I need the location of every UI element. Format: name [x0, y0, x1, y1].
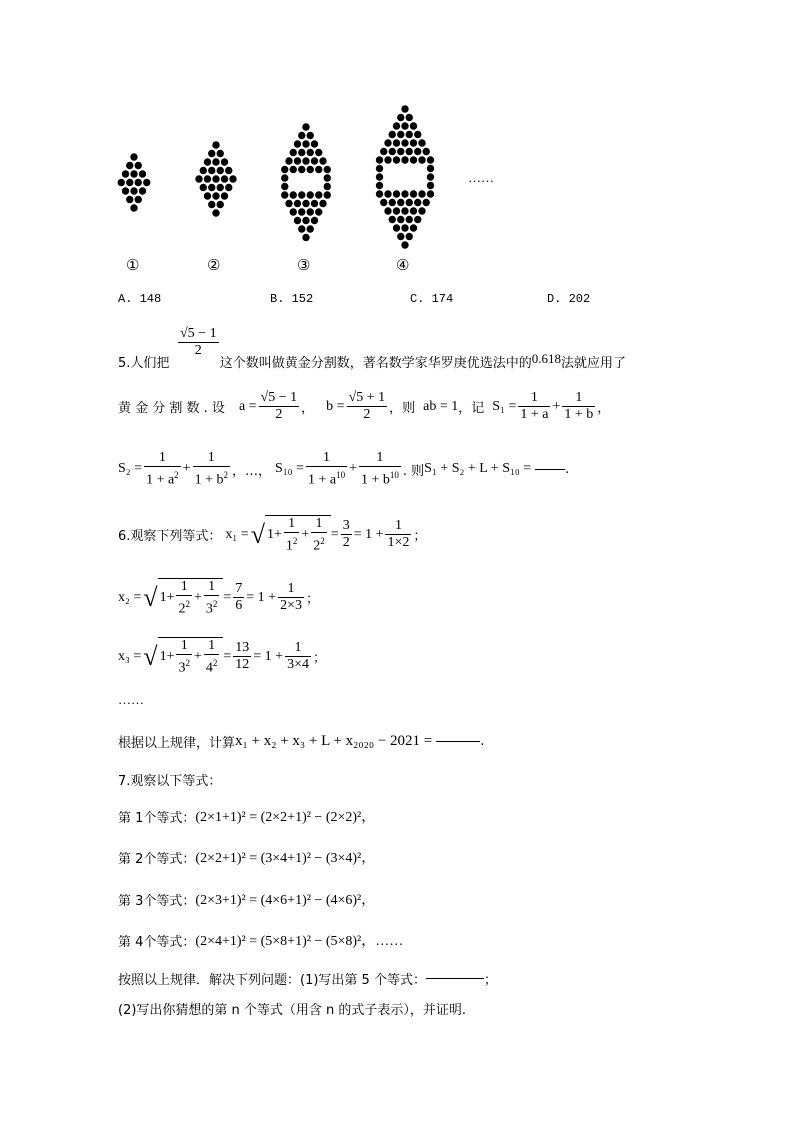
- q7-intro: 7.观察以下等式：: [118, 774, 222, 789]
- q5-line3: S₂ = $\frac{1}{1 + a^2}$ + $\frac{1}{1 + b^2}$ ，…， S₁₀ = $\frac{1}{1 + a^{10}}$ + $\frac{1}{1 + b^{10}}$ . 则 S₁ + S₂ + L + S₁₀ = .: [118, 450, 570, 488]
- dot-fig3: [298, 208, 305, 215]
- dot-fig3: [311, 217, 318, 224]
- dot-fig4: [397, 233, 404, 240]
- dot-fig1: [130, 204, 137, 211]
- dot-fig3: [281, 174, 288, 181]
- dot-fig4: [401, 139, 408, 146]
- dot-fig2: [212, 175, 219, 182]
- dot-fig4: [393, 156, 400, 163]
- dot-fig2: [212, 158, 219, 165]
- dot-fig4: [418, 190, 425, 197]
- dot-fig4: [406, 233, 413, 240]
- dot-fig3: [281, 191, 288, 198]
- dot-fig3: [315, 149, 322, 156]
- dot-fig2: [208, 167, 215, 174]
- dot-fig3: [298, 191, 305, 198]
- dot-fig3: [307, 149, 314, 156]
- dot-fig4: [418, 139, 425, 146]
- dot-fig4: [406, 114, 413, 121]
- q6-question: 根据以上规律，计算 x₁ + x₂ + x₃ + L + x₂₀₂₀ − 2021 = .: [118, 733, 485, 751]
- dot-fig3: [285, 157, 292, 164]
- dot-fig4: [414, 216, 421, 223]
- dot-fig3: [285, 200, 292, 207]
- dot-fig4: [397, 131, 404, 138]
- dot-fig4: [389, 131, 396, 138]
- q6-ellipsis: ……: [118, 692, 144, 707]
- dot-fig3: [319, 200, 326, 207]
- dot-fig4: [393, 224, 400, 231]
- dot-fig3: [294, 217, 301, 224]
- dot-fig4: [393, 190, 400, 197]
- dot-fig3: [311, 140, 318, 147]
- q7-eq1: 第 1个等式： (2×1+1)² = (2×2+1)² − (2×2)²，: [118, 810, 376, 826]
- dot-fig4: [410, 156, 417, 163]
- dot-fig3: [298, 166, 305, 173]
- dot-fig4: [406, 199, 413, 206]
- dot-fig4: [423, 148, 430, 155]
- dot-fig4: [389, 216, 396, 223]
- dot-fig4: [401, 207, 408, 214]
- dot-fig4: [380, 148, 387, 155]
- choice-b: B. 152: [270, 292, 314, 306]
- dot-fig3: [315, 166, 322, 173]
- dot-fig4: [397, 216, 404, 223]
- dot-fig4: [376, 190, 383, 197]
- q7-part2: (2)写出你猜想的第 n 个等式（用含 n 的式子表示），并证明.: [118, 1003, 467, 1018]
- dot-fig4: [414, 199, 421, 206]
- dot-fig4: [384, 139, 391, 146]
- dot-fig4: [389, 199, 396, 206]
- golden-fraction-header: $\frac{√5 - 1}{2}$: [180, 326, 217, 358]
- dot-fig4: [427, 165, 434, 172]
- dot-fig1: [126, 179, 133, 186]
- dot-fig4: [401, 241, 408, 248]
- dot-fig2: [200, 167, 207, 174]
- dot-fig3: [307, 132, 314, 139]
- dot-fig3: [302, 200, 309, 207]
- dot-fig3: [290, 166, 297, 173]
- dot-fig2: [217, 184, 224, 191]
- dot-fig2: [225, 167, 232, 174]
- dot-fig4: [376, 156, 383, 163]
- dot-fig4: [376, 173, 383, 180]
- q7-eq2: 第 2个等式： (2×2+1)² = (3×4+1)² − (3×4)²，: [118, 851, 376, 867]
- dot-fig3: [294, 200, 301, 207]
- dot-fig3: [294, 140, 301, 147]
- dot-fig4: [427, 190, 434, 197]
- dot-fig4: [401, 122, 408, 129]
- figure-label-3: ③: [297, 258, 311, 274]
- dot-fig1: [130, 187, 137, 194]
- dot-fig4: [410, 122, 417, 129]
- dot-fig2: [217, 167, 224, 174]
- dot-fig1: [118, 179, 125, 186]
- dot-fig4: [406, 148, 413, 155]
- dot-fig4: [380, 199, 387, 206]
- dot-fig3: [302, 217, 309, 224]
- dot-pattern-figure: [100, 95, 520, 255]
- choice-c: C. 174: [410, 292, 454, 306]
- dot-fig2: [217, 201, 224, 208]
- dot-fig4: [401, 156, 408, 163]
- dot-fig2: [204, 175, 211, 182]
- dot-fig4: [410, 139, 417, 146]
- dot-fig4: [393, 207, 400, 214]
- dot-fig3: [319, 157, 326, 164]
- dot-fig3: [307, 191, 314, 198]
- dot-fig2: [204, 158, 211, 165]
- dot-fig1: [135, 179, 142, 186]
- q7-task: 按照以上规律．解决下列问题：(1)写出第 5 个等式： ；: [118, 973, 497, 988]
- dot-fig3: [290, 191, 297, 198]
- dot-fig2: [200, 184, 207, 191]
- dot-fig3: [307, 208, 314, 215]
- dot-fig1: [122, 187, 129, 194]
- q6-line1: 6.观察下列等式： x₁ = √ 1+ $\frac{1}{1^2}$ + $\frac{1}{2^2}$ = $\frac{3}{2}$ = 1 + $\frac{1}{1\times 2}$ ；: [118, 516, 427, 554]
- figure-label-1: ①: [126, 258, 140, 274]
- dot-fig3: [281, 183, 288, 190]
- choice-d: D. 202: [547, 292, 591, 306]
- dot-fig1: [130, 153, 137, 160]
- dot-fig4: [418, 156, 425, 163]
- dot-fig4: [410, 224, 417, 231]
- dot-fig2: [212, 141, 219, 148]
- dot-fig4: [414, 131, 421, 138]
- dot-fig3: [298, 149, 305, 156]
- dot-fig3: [307, 225, 314, 232]
- figure-label-2: ②: [207, 258, 221, 274]
- dot-fig1: [126, 162, 133, 169]
- dot-fig4: [427, 173, 434, 180]
- q5-line2: 黄 金 分 割 数 . 设 a = $\frac{√5 - 1}{2}$ ， b = $\frac{√5 + 1}{2}$ ，则 ab = 1 ，记 S₁ = $\frac{1}{1 + a}$ + $\frac{1}{1 + b}$ ，: [118, 390, 611, 422]
- dot-fig2: [212, 209, 219, 216]
- q7-eq3: 第 3个等式： (2×3+1)² = (4×6+1)² − (4×6)²，: [118, 893, 376, 909]
- dot-fig3: [324, 174, 331, 181]
- dot-fig4: [401, 224, 408, 231]
- choice-a: A. 148: [118, 292, 162, 306]
- q7-answer-blank[interactable]: [426, 978, 484, 979]
- dot-fig3: [324, 183, 331, 190]
- dot-fig3: [302, 157, 309, 164]
- dot-fig2: [229, 175, 236, 182]
- dot-fig4: [427, 156, 434, 163]
- dot-fig4: [376, 165, 383, 172]
- dot-fig4: [384, 156, 391, 163]
- dot-fig1: [139, 170, 146, 177]
- q7-eq4: 第 4个等式： (2×4+1)² = (5×8+1)² − (5×8)²，……: [118, 934, 404, 950]
- dot-fig2: [195, 175, 202, 182]
- q6-line2: x₂ = √ 1+ $\frac{1}{2^2}$ + $\frac{1}{3^2}$ = $\frac{7}{6}$ = 1 + $\frac{1}{2\times 3}$ ；: [118, 579, 319, 617]
- dot-fig3: [315, 191, 322, 198]
- dot-fig4: [401, 105, 408, 112]
- dot-fig2: [221, 158, 228, 165]
- dot-fig2: [208, 150, 215, 157]
- dot-fig2: [208, 184, 215, 191]
- dot-fig3: [298, 132, 305, 139]
- dot-fig3: [311, 157, 318, 164]
- dot-fig3: [302, 140, 309, 147]
- dot-fig4: [406, 216, 413, 223]
- dot-fig3: [302, 123, 309, 130]
- dot-fig3: [298, 225, 305, 232]
- dot-fig4: [384, 207, 391, 214]
- dot-fig4: [393, 122, 400, 129]
- dot-fig3: [324, 191, 331, 198]
- dot-fig4: [410, 190, 417, 197]
- dot-fig4: [397, 199, 404, 206]
- dot-fig1: [122, 170, 129, 177]
- q6-line3: x₃ = √ 1+ $\frac{1}{3^2}$ + $\frac{1}{4^2}$ = $\frac{13}{12}$ = 1 + $\frac{1}{3\times 4}$ ；: [118, 638, 326, 676]
- dot-fig1: [130, 170, 137, 177]
- dot-fig3: [302, 234, 309, 241]
- dot-fig4: [406, 131, 413, 138]
- dot-fig4: [410, 207, 417, 214]
- dot-fig4: [384, 190, 391, 197]
- dot-fig4: [423, 199, 430, 206]
- dot-fig4: [418, 207, 425, 214]
- figure-ellipsis: ……: [468, 170, 494, 185]
- dot-fig1: [135, 162, 142, 169]
- dot-fig4: [397, 114, 404, 121]
- dot-fig4: [397, 148, 404, 155]
- dot-fig4: [427, 182, 434, 189]
- dot-fig4: [389, 148, 396, 155]
- dot-fig3: [307, 166, 314, 173]
- dot-fig3: [315, 208, 322, 215]
- dot-fig4: [376, 182, 383, 189]
- dot-fig3: [281, 166, 288, 173]
- figure-label-4: ④: [396, 258, 410, 274]
- dot-fig3: [311, 200, 318, 207]
- dot-fig2: [225, 184, 232, 191]
- dot-fig3: [290, 208, 297, 215]
- dot-fig3: [324, 166, 331, 173]
- dot-fig1: [143, 179, 150, 186]
- dot-fig4: [414, 148, 421, 155]
- dot-fig3: [290, 149, 297, 156]
- dot-fig1: [139, 187, 146, 194]
- dot-fig4: [393, 139, 400, 146]
- q5-line1: 5.人们把 这个数叫做黄金分割数，著名数学家华罗庚优选法中的0.618法就应用了: [118, 351, 626, 371]
- dot-fig4: [401, 190, 408, 197]
- dot-fig2: [212, 192, 219, 199]
- dot-fig2: [217, 150, 224, 157]
- dot-fig2: [221, 175, 228, 182]
- dot-fig3: [294, 157, 301, 164]
- dot-fig2: [221, 192, 228, 199]
- dot-fig2: [204, 192, 211, 199]
- q5-answer-blank[interactable]: [535, 469, 565, 470]
- q6-answer-blank[interactable]: [436, 741, 480, 742]
- dot-fig2: [208, 201, 215, 208]
- dot-fig1: [135, 196, 142, 203]
- dot-fig1: [126, 196, 133, 203]
